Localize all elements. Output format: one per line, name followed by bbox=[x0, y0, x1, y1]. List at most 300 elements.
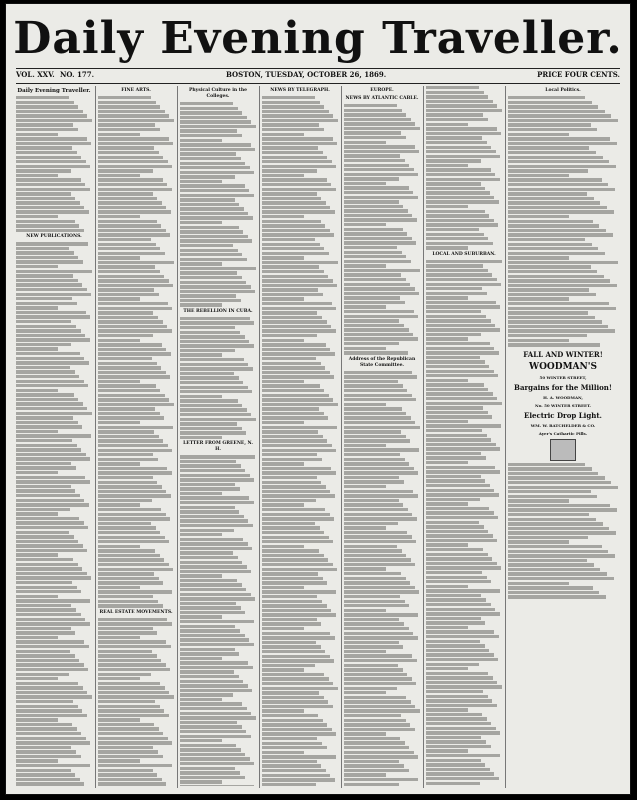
text-line bbox=[262, 700, 328, 703]
text-line bbox=[262, 407, 319, 410]
text-line bbox=[344, 741, 405, 744]
text-line bbox=[98, 105, 160, 108]
text-line bbox=[262, 549, 319, 552]
text-line bbox=[262, 197, 321, 200]
text-line bbox=[16, 434, 91, 437]
text-line bbox=[16, 608, 76, 611]
text-line bbox=[262, 622, 321, 625]
text-line bbox=[98, 366, 161, 369]
text-line bbox=[426, 571, 482, 574]
text-line bbox=[98, 659, 161, 662]
text-line bbox=[426, 310, 481, 313]
text-line bbox=[180, 198, 235, 201]
text-line bbox=[426, 447, 500, 450]
text-line bbox=[508, 188, 615, 191]
text-line bbox=[16, 576, 91, 579]
text-line bbox=[508, 119, 618, 122]
text-line bbox=[98, 197, 157, 200]
text-line bbox=[426, 749, 468, 752]
text-line bbox=[180, 207, 244, 210]
text-line bbox=[426, 210, 485, 213]
text-line bbox=[426, 772, 494, 775]
text-line bbox=[508, 165, 616, 168]
text-line bbox=[180, 735, 251, 738]
text-line bbox=[508, 233, 613, 236]
text-line bbox=[262, 435, 323, 438]
text-line bbox=[16, 293, 91, 296]
column-heading: THE REBELLION IN CUBA. bbox=[183, 308, 253, 314]
text-line bbox=[180, 501, 254, 504]
text-line bbox=[16, 375, 79, 378]
text-line bbox=[426, 612, 500, 615]
text-line bbox=[180, 615, 222, 618]
text-line bbox=[508, 151, 596, 154]
text-line bbox=[180, 561, 242, 564]
text-line bbox=[344, 773, 386, 776]
text-line bbox=[180, 285, 251, 288]
text-line bbox=[508, 220, 593, 223]
text-line bbox=[262, 755, 336, 758]
text-line bbox=[426, 667, 468, 670]
text-line bbox=[262, 215, 304, 218]
text-line bbox=[262, 668, 304, 671]
column-heading: Physical Culture in the Colleges. bbox=[189, 88, 247, 99]
text-line bbox=[344, 476, 399, 479]
text-line bbox=[98, 476, 153, 479]
text-line bbox=[426, 374, 498, 377]
text-line bbox=[508, 472, 598, 475]
text-line bbox=[262, 101, 320, 104]
text-line bbox=[508, 243, 592, 246]
text-line bbox=[508, 224, 599, 227]
text-line bbox=[180, 574, 222, 577]
text-line bbox=[98, 133, 140, 136]
text-line bbox=[426, 548, 483, 551]
text-line bbox=[180, 757, 250, 760]
text-line bbox=[262, 188, 336, 191]
text-line bbox=[508, 476, 605, 479]
text-line bbox=[262, 394, 329, 397]
text-line bbox=[98, 407, 155, 410]
text-line bbox=[344, 232, 407, 235]
text-line bbox=[344, 737, 400, 740]
column-1 bbox=[16, 86, 92, 786]
column-5 bbox=[344, 86, 420, 786]
text-line bbox=[16, 586, 77, 589]
text-line bbox=[180, 422, 237, 425]
text-line bbox=[16, 444, 77, 447]
text-line bbox=[344, 563, 415, 566]
text-line bbox=[426, 392, 493, 395]
text-line bbox=[344, 394, 412, 397]
column-divider bbox=[341, 86, 342, 788]
text-line bbox=[344, 535, 412, 538]
text-line bbox=[98, 302, 168, 305]
text-line bbox=[426, 146, 491, 149]
text-line bbox=[508, 201, 600, 204]
text-line bbox=[426, 365, 489, 368]
text-line bbox=[426, 95, 488, 98]
text-line bbox=[98, 526, 156, 529]
text-line bbox=[180, 771, 240, 774]
text-line bbox=[180, 648, 235, 651]
text-line bbox=[508, 568, 600, 571]
text-line bbox=[344, 581, 410, 584]
text-line bbox=[262, 536, 329, 539]
text-line bbox=[16, 508, 70, 511]
text-line bbox=[426, 498, 480, 501]
text-line bbox=[16, 599, 90, 602]
text-line bbox=[16, 188, 90, 191]
text-line bbox=[180, 492, 222, 495]
text-line bbox=[262, 453, 317, 456]
text-line bbox=[180, 262, 222, 265]
text-line bbox=[262, 334, 317, 337]
text-line bbox=[262, 627, 304, 630]
text-line bbox=[16, 531, 69, 534]
text-line bbox=[16, 535, 74, 538]
text-line bbox=[344, 567, 386, 570]
column-divider bbox=[259, 86, 260, 788]
text-line bbox=[16, 595, 58, 598]
text-line bbox=[98, 746, 153, 749]
text-line bbox=[262, 252, 329, 255]
masthead-title: Daily Evening Traveller. bbox=[13, 13, 623, 64]
text-line bbox=[508, 572, 607, 575]
column-divider bbox=[505, 86, 506, 788]
text-line bbox=[180, 249, 238, 252]
text-line bbox=[98, 192, 153, 195]
text-line bbox=[16, 425, 82, 428]
text-line bbox=[16, 521, 84, 524]
text-line bbox=[344, 200, 399, 203]
text-line bbox=[180, 629, 240, 632]
text-line bbox=[98, 357, 152, 360]
text-line bbox=[180, 399, 238, 402]
text-line bbox=[262, 769, 326, 772]
text-line bbox=[98, 458, 158, 461]
text-line bbox=[180, 276, 242, 279]
text-line bbox=[180, 148, 255, 151]
text-line bbox=[344, 141, 386, 144]
text-line bbox=[98, 627, 153, 630]
ad-woodmans: WOODMAN'S bbox=[528, 361, 598, 372]
text-line bbox=[262, 577, 323, 580]
text-line bbox=[16, 306, 58, 309]
text-line bbox=[180, 762, 254, 765]
text-line bbox=[426, 566, 501, 569]
text-line bbox=[16, 329, 81, 332]
text-line bbox=[262, 348, 330, 351]
text-line bbox=[16, 677, 58, 680]
text-line bbox=[180, 166, 250, 169]
text-line bbox=[426, 731, 500, 734]
text-line bbox=[426, 470, 500, 473]
text-line bbox=[180, 510, 239, 513]
text-line bbox=[180, 611, 245, 614]
text-line bbox=[508, 329, 615, 332]
text-line bbox=[98, 362, 157, 365]
text-line bbox=[180, 180, 222, 183]
text-line bbox=[180, 294, 236, 297]
text-line bbox=[262, 165, 336, 168]
text-line bbox=[262, 513, 330, 516]
text-line bbox=[180, 331, 240, 334]
text-line bbox=[98, 668, 170, 671]
text-line bbox=[508, 114, 611, 117]
text-line bbox=[426, 260, 502, 263]
text-line bbox=[508, 210, 614, 213]
text-line bbox=[16, 224, 79, 227]
text-line bbox=[344, 398, 416, 401]
text-line bbox=[508, 261, 618, 264]
text-line bbox=[344, 549, 402, 552]
top-rule bbox=[16, 68, 620, 69]
text-line bbox=[180, 675, 239, 678]
text-line bbox=[426, 420, 468, 423]
text-line bbox=[180, 386, 248, 389]
text-line bbox=[262, 325, 331, 328]
text-line bbox=[98, 586, 140, 589]
text-line bbox=[426, 264, 483, 267]
text-line bbox=[16, 526, 88, 529]
text-line bbox=[16, 247, 69, 250]
text-line bbox=[262, 709, 304, 712]
text-line bbox=[16, 343, 71, 346]
text-line bbox=[262, 540, 333, 543]
text-line bbox=[344, 554, 406, 557]
text-line bbox=[98, 517, 170, 520]
text-line bbox=[508, 339, 569, 342]
text-line bbox=[180, 780, 222, 783]
text-line bbox=[426, 672, 488, 675]
text-line bbox=[98, 114, 169, 117]
text-line bbox=[508, 499, 569, 502]
text-line bbox=[262, 687, 338, 690]
text-line bbox=[180, 661, 248, 664]
text-line bbox=[426, 141, 487, 144]
text-line bbox=[426, 351, 499, 354]
text-line bbox=[16, 114, 87, 117]
text-line bbox=[262, 522, 315, 525]
text-line bbox=[180, 171, 254, 174]
text-line bbox=[180, 381, 243, 384]
text-line bbox=[180, 244, 233, 247]
text-line bbox=[180, 116, 247, 119]
text-line bbox=[426, 219, 494, 222]
text-line bbox=[180, 102, 233, 105]
text-line bbox=[262, 270, 324, 273]
text-line bbox=[16, 732, 81, 735]
text-line bbox=[262, 311, 317, 314]
text-line bbox=[98, 183, 167, 186]
text-line bbox=[426, 233, 484, 236]
text-line bbox=[98, 416, 164, 419]
text-line bbox=[426, 594, 481, 597]
text-line bbox=[262, 531, 324, 534]
text-line bbox=[98, 650, 152, 653]
text-line bbox=[344, 384, 403, 387]
text-line bbox=[16, 361, 89, 364]
text-line bbox=[262, 641, 316, 644]
text-line bbox=[508, 595, 606, 598]
text-line bbox=[426, 608, 495, 611]
text-line bbox=[180, 235, 248, 238]
text-line bbox=[508, 252, 605, 255]
text-line bbox=[426, 315, 486, 318]
text-line bbox=[98, 558, 164, 561]
text-line bbox=[98, 151, 159, 154]
text-line bbox=[98, 549, 155, 552]
text-line bbox=[16, 668, 88, 671]
text-line bbox=[344, 145, 415, 148]
text-line bbox=[16, 782, 84, 785]
text-line bbox=[180, 226, 239, 229]
text-line bbox=[344, 783, 399, 786]
text-line bbox=[262, 156, 327, 159]
text-line bbox=[426, 237, 488, 240]
text-line bbox=[16, 133, 58, 136]
text-line bbox=[262, 590, 336, 593]
text-line bbox=[180, 712, 251, 715]
text-line bbox=[508, 270, 597, 273]
text-line bbox=[426, 456, 486, 459]
text-line bbox=[16, 347, 58, 350]
text-line bbox=[16, 151, 77, 154]
text-line bbox=[508, 563, 594, 566]
text-line bbox=[16, 723, 72, 726]
text-line bbox=[98, 284, 173, 287]
text-line bbox=[16, 778, 80, 781]
text-line bbox=[262, 572, 318, 575]
text-line bbox=[262, 494, 335, 497]
text-line bbox=[262, 604, 327, 607]
text-line bbox=[426, 521, 479, 524]
text-line bbox=[98, 595, 153, 598]
text-line bbox=[508, 495, 597, 498]
text-line bbox=[344, 453, 400, 456]
text-line bbox=[180, 487, 240, 490]
text-line bbox=[262, 178, 327, 181]
text-line bbox=[426, 173, 495, 176]
text-line bbox=[426, 640, 480, 643]
column-heading: LOCAL AND SUBURBAN. bbox=[432, 251, 496, 257]
text-line bbox=[98, 178, 163, 181]
text-line bbox=[180, 157, 241, 160]
text-line bbox=[262, 714, 318, 717]
text-line bbox=[98, 426, 173, 429]
text-line bbox=[180, 230, 243, 233]
text-line bbox=[262, 320, 327, 323]
text-line bbox=[426, 164, 468, 167]
text-line bbox=[98, 439, 163, 442]
text-line bbox=[262, 403, 338, 406]
text-line bbox=[98, 640, 166, 643]
text-line bbox=[262, 352, 335, 355]
text-line bbox=[344, 122, 415, 125]
text-line bbox=[344, 246, 397, 249]
text-line bbox=[98, 622, 172, 625]
ad-bargains: Bargains for the Million! bbox=[514, 382, 612, 392]
text-line bbox=[344, 586, 415, 589]
text-line bbox=[180, 184, 245, 187]
text-line bbox=[426, 191, 490, 194]
text-line bbox=[344, 412, 406, 415]
text-line bbox=[16, 128, 78, 131]
text-line bbox=[344, 283, 410, 286]
text-line bbox=[262, 119, 338, 122]
text-line bbox=[426, 782, 480, 785]
text-line bbox=[16, 549, 87, 552]
text-line bbox=[180, 638, 249, 641]
text-line bbox=[262, 664, 315, 667]
ad-street: 50 WINTER STREET, bbox=[539, 374, 587, 380]
text-line bbox=[16, 480, 90, 483]
text-line bbox=[344, 269, 420, 272]
text-line bbox=[508, 133, 569, 136]
text-line bbox=[98, 577, 159, 580]
text-line bbox=[426, 333, 481, 336]
text-line bbox=[262, 696, 324, 699]
text-line bbox=[426, 644, 485, 647]
text-line bbox=[180, 120, 251, 123]
text-line bbox=[262, 206, 330, 209]
text-line bbox=[180, 303, 222, 306]
text-line bbox=[180, 212, 248, 215]
text-line bbox=[426, 283, 501, 286]
text-line bbox=[426, 598, 486, 601]
text-line bbox=[16, 215, 58, 218]
text-line bbox=[262, 224, 325, 227]
text-line bbox=[508, 490, 591, 493]
column-heading: REAL ESTATE MOVEMENTS. bbox=[99, 609, 173, 615]
text-line bbox=[98, 156, 163, 159]
text-line bbox=[262, 568, 337, 571]
text-line bbox=[344, 613, 418, 616]
text-line bbox=[262, 412, 324, 415]
column-heading: EUROPE. bbox=[370, 88, 394, 93]
text-line bbox=[16, 315, 90, 318]
text-line bbox=[426, 759, 481, 762]
text-line bbox=[508, 316, 595, 319]
text-line bbox=[508, 110, 605, 113]
text-line bbox=[16, 260, 83, 263]
text-line bbox=[16, 581, 72, 584]
text-line bbox=[98, 119, 174, 122]
text-line bbox=[426, 717, 487, 720]
text-line bbox=[16, 407, 87, 410]
text-line bbox=[262, 169, 317, 172]
column-divider bbox=[95, 86, 96, 788]
text-line bbox=[180, 725, 242, 728]
text-line bbox=[426, 543, 468, 546]
text-line bbox=[262, 613, 336, 616]
text-line bbox=[98, 224, 161, 227]
text-line bbox=[426, 187, 485, 190]
text-line bbox=[508, 325, 608, 328]
text-line bbox=[262, 307, 336, 310]
text-line bbox=[262, 380, 304, 383]
text-line bbox=[344, 375, 417, 378]
text-line bbox=[344, 696, 406, 699]
text-line bbox=[344, 278, 406, 281]
text-line bbox=[426, 658, 498, 661]
text-line bbox=[98, 174, 140, 177]
text-line bbox=[98, 334, 153, 337]
text-line bbox=[344, 618, 399, 621]
text-line bbox=[344, 508, 408, 511]
text-line bbox=[344, 168, 414, 171]
